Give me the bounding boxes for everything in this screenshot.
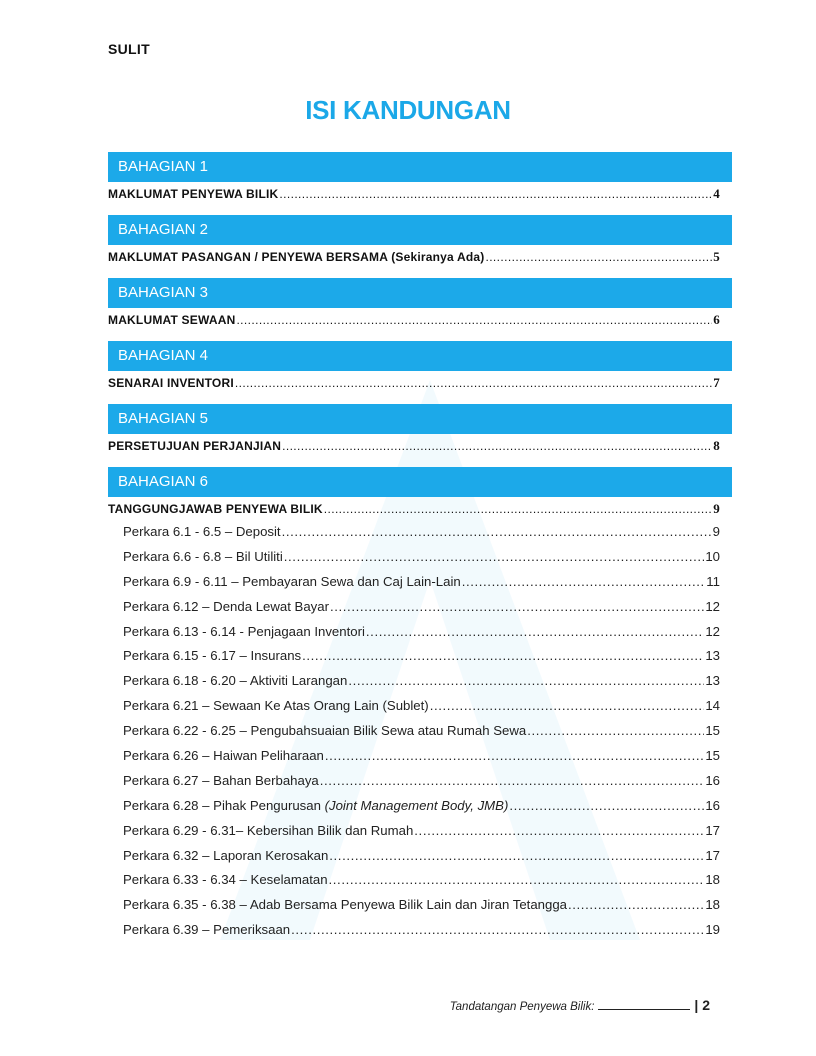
toc-subentry-page: 17 <box>705 822 720 838</box>
toc-subentry-page: 13 <box>705 648 720 664</box>
toc-subentry-title-italic: (Joint Management Body, JMB) <box>324 797 509 813</box>
classification-label: SULIT <box>108 41 150 57</box>
dot-leader <box>279 183 712 205</box>
toc-subentry-title: Perkara 6.6 - 6.8 – Bil Utiliti <box>123 548 283 564</box>
section-band: BAHAGIAN 2 <box>108 215 732 245</box>
toc-subentry-page: 17 <box>705 847 720 863</box>
toc-section-3 <box>108 278 732 331</box>
dot-leader <box>320 769 705 794</box>
toc-entry[interactable] <box>108 309 732 331</box>
toc-entry-page: 4 <box>713 186 720 201</box>
toc-entry-page: 7 <box>713 375 720 390</box>
dot-leader <box>325 744 704 769</box>
toc-subentry-title: Perkara 6.9 - 6.11 – Pembayaran Sewa dan Caj Lain-Lain <box>123 573 461 589</box>
dot-leader <box>235 372 712 394</box>
section-band: BAHAGIAN 6 <box>108 467 732 497</box>
dot-leader <box>329 868 705 893</box>
section-band: BAHAGIAN 3 <box>108 278 732 308</box>
toc-subentry-title: Perkara 6.21 – Sewaan Ke Atas Orang Lain (Sublet) <box>123 698 429 714</box>
toc-entry-page: 8 <box>713 438 720 453</box>
toc-subentry[interactable] <box>108 669 732 694</box>
toc-section-6 <box>108 467 732 943</box>
toc-subentry[interactable] <box>108 918 732 943</box>
dot-leader <box>282 435 712 457</box>
toc-subentry-page: 18 <box>705 872 720 888</box>
toc-subentry-page: 14 <box>705 698 720 714</box>
toc-entry-page: 9 <box>713 501 720 516</box>
toc-subentry[interactable] <box>108 520 732 545</box>
toc-subentry-title-main: Perkara 6.28 – Pihak Pengurusan <box>123 797 325 813</box>
toc-subentry-page: 13 <box>705 673 720 689</box>
dot-leader <box>284 545 705 570</box>
dot-leader <box>291 918 704 943</box>
toc-subentry[interactable] <box>108 694 732 719</box>
toc-subentry-list <box>108 520 732 943</box>
toc-entry-page: 6 <box>713 312 720 327</box>
toc-entry-title: MAKLUMAT PASANGAN / PENYEWA BERSAMA (Sekiranya Ada) <box>108 250 485 264</box>
toc-entry[interactable] <box>108 435 732 457</box>
page-number: | 2 <box>694 997 710 1013</box>
toc-subentry-title: Perkara 6.39 – Pemeriksaan <box>123 922 291 938</box>
toc-subentry-title: Perkara 6.1 - 6.5 – Deposit <box>123 524 281 539</box>
toc-entry-title: PERSETUJUAN PERJANJIAN <box>108 439 282 453</box>
toc-entry-title: SENARAI INVENTORI <box>108 376 234 390</box>
toc-subentry[interactable] <box>108 595 732 620</box>
toc-subentry-title: Perkara 6.15 - 6.17 – Insurans <box>123 648 302 664</box>
toc-subentry-page: 15 <box>705 723 720 739</box>
toc-subentry-title: Perkara 6.32 – Laporan Kerosakan <box>123 847 329 863</box>
dot-leader <box>462 570 706 595</box>
toc-section-1 <box>108 152 732 205</box>
toc-subentry[interactable] <box>108 719 732 744</box>
dot-leader <box>366 620 704 645</box>
toc-subentry-page: 11 <box>706 573 720 589</box>
toc-subentry-title <box>123 794 508 819</box>
toc-entry[interactable] <box>108 372 732 394</box>
toc-subentry[interactable] <box>108 819 732 844</box>
dot-leader <box>282 520 712 545</box>
dot-leader <box>236 309 712 331</box>
section-band: BAHAGIAN 4 <box>108 341 732 371</box>
toc-subentry-title: Perkara 6.18 - 6.20 – Aktiviti Larangan <box>123 673 348 689</box>
toc-entry-title: MAKLUMAT PENYEWA BILIK <box>108 187 279 201</box>
toc-subentry-page: 12 <box>705 598 720 614</box>
dot-leader <box>329 844 704 869</box>
page-title: ISI KANDUNGAN <box>305 95 511 125</box>
toc-subentry-page: 18 <box>705 897 720 913</box>
dot-leader <box>527 719 704 744</box>
toc-subentry[interactable] <box>108 744 732 769</box>
toc-subentry-page: 19 <box>705 922 720 938</box>
toc-subentry-title: Perkara 6.12 – Denda Lewat Bayar <box>123 598 329 614</box>
toc-subentry[interactable] <box>108 769 732 794</box>
dot-leader <box>324 498 713 520</box>
dot-leader <box>348 669 704 694</box>
toc-entry[interactable] <box>108 246 732 268</box>
toc-subentry[interactable] <box>108 868 732 893</box>
toc-subentry-page: 16 <box>705 797 720 813</box>
section-band: BAHAGIAN 5 <box>108 404 732 434</box>
section-band: BAHAGIAN 1 <box>108 152 732 182</box>
dot-leader <box>302 644 704 669</box>
toc-section-5 <box>108 404 732 457</box>
toc-subentry-page: 16 <box>705 772 720 788</box>
dot-leader <box>485 246 712 268</box>
toc-subentry-title: Perkara 6.13 - 6.14 - Penjagaan Inventori <box>123 623 365 639</box>
page-footer <box>0 997 710 1013</box>
toc-subentry[interactable] <box>108 644 732 669</box>
toc-section-4 <box>108 341 732 394</box>
dot-leader <box>330 595 704 620</box>
toc-entry[interactable] <box>108 498 732 520</box>
toc-subentry[interactable] <box>108 893 732 918</box>
toc-subentry-title: Perkara 6.35 - 6.38 – Adab Bersama Penyewa Bilik Lain dan Jiran Tetangga <box>123 897 568 913</box>
toc-subentry-title: Perkara 6.27 – Bahan Berbahaya <box>123 772 319 788</box>
signature-label: Tandatangan Penyewa Bilik: <box>449 1001 595 1013</box>
toc-subentry-page: 12 <box>705 623 720 639</box>
toc-subentry-page: 10 <box>705 548 720 564</box>
toc-subentry-title: Perkara 6.33 - 6.34 – Keselamatan <box>123 872 328 888</box>
toc-subentry[interactable] <box>108 620 732 645</box>
toc-subentry-title: Perkara 6.22 - 6.25 – Pengubahsuaian Bilik Sewa atau Rumah Sewa <box>123 723 527 739</box>
toc-subentry[interactable] <box>108 844 732 869</box>
toc-subentry[interactable] <box>108 545 732 570</box>
dot-leader <box>509 794 704 819</box>
dot-leader <box>568 893 704 918</box>
dot-leader <box>414 819 704 844</box>
toc-entry-title: TANGGUNGJAWAB PENYEWA BILIK <box>108 502 323 516</box>
toc-entry[interactable] <box>108 183 732 205</box>
toc-entry-title: MAKLUMAT SEWAAN <box>108 313 236 327</box>
toc-entry-page: 5 <box>713 249 720 264</box>
signature-line[interactable] <box>598 999 690 1010</box>
toc-subentry-page: 15 <box>705 748 720 764</box>
dot-leader <box>430 694 705 719</box>
toc-subentry-title: Perkara 6.26 – Haiwan Peliharaan <box>123 748 324 764</box>
toc-subentry[interactable] <box>108 570 732 595</box>
toc-section-2 <box>108 215 732 268</box>
toc-subentry[interactable] <box>108 794 732 819</box>
toc-subentry-page: 9 <box>712 524 720 539</box>
toc-subentry-title: Perkara 6.29 - 6.31– Kebersihan Bilik dan Rumah <box>123 822 414 838</box>
table-of-contents <box>108 152 732 953</box>
